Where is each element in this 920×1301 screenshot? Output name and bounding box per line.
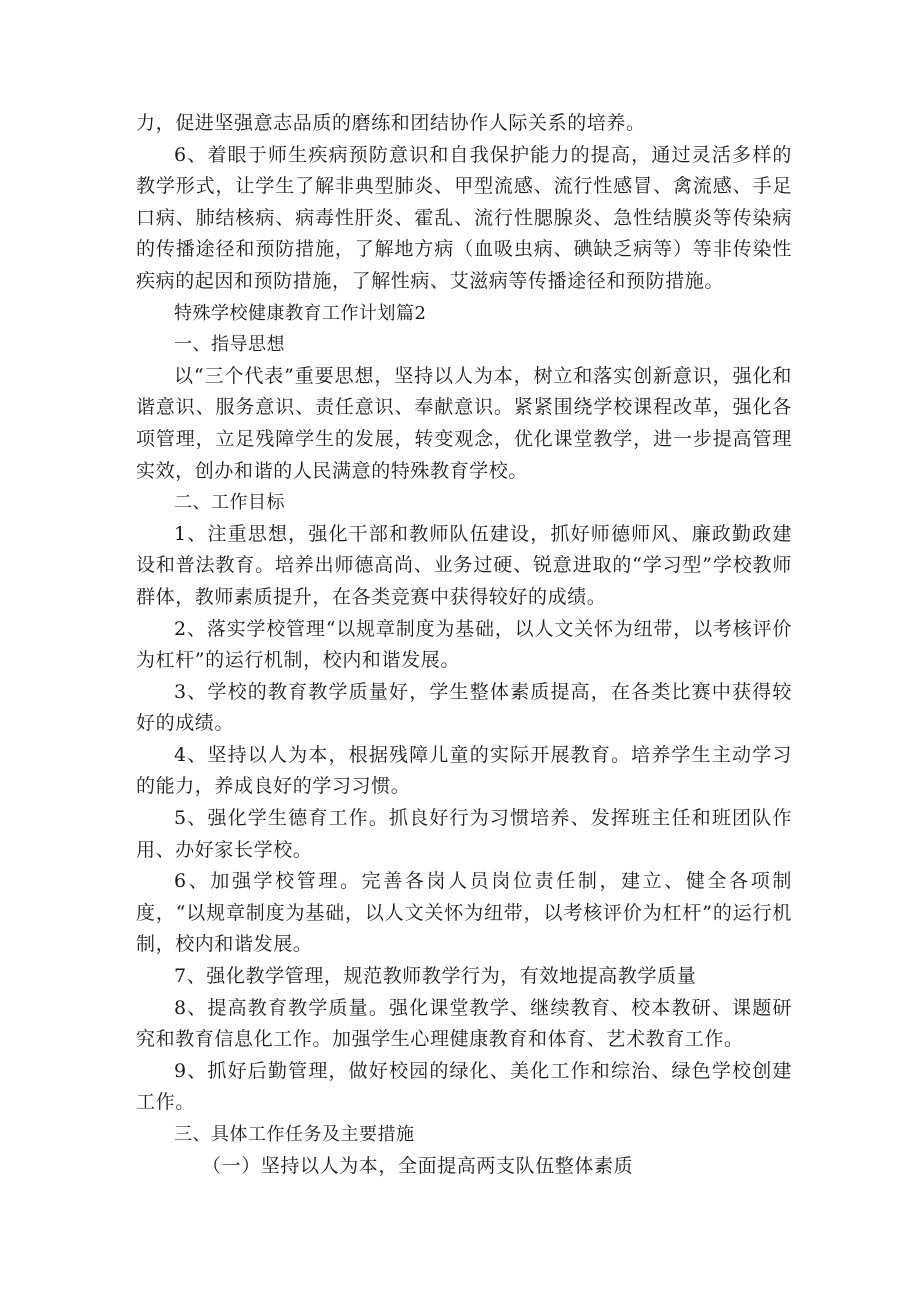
paragraph-goal-1: 1、注重思想，强化干部和教师队伍建设，抓好师德师风、廉政勤政建设和普法教育。培养出师德高尚、业务过硬、锐意进取的“学习型”学校教师群体，教师素质提升，在各类竞赛中获得较好的成绩。 bbox=[136, 522, 792, 608]
paragraph-goal-5: 5、强化学生德育工作。抓良好行为习惯培养、发挥班主任和班团队作用、办好家长学校。 bbox=[136, 807, 792, 861]
paragraph-goal-4: 4、坚持以人为本，根据残障儿童的实际开展教育。培养学生主动学习的能力，养成良好的学习习惯。 bbox=[136, 743, 792, 798]
section-title: 特殊学校健康教育工作计划篇2 bbox=[174, 302, 427, 324]
paragraph-goal-3: 3、学校的教育教学质量好，学生整体素质提高，在各类比赛中获得较好的成绩。 bbox=[136, 680, 792, 735]
sub-heading-1: （一）坚持以人为本，全面提高两支队伍整体素质 bbox=[202, 1154, 634, 1177]
paragraph-goal-6: 6、加强学校管理。完善各岗人员岗位责任制，建立、健全各项制度，“以规章制度为基础，以人文关怀为纽带，以考核评价为杠杆”的运行机制，校内和谐发展。 bbox=[136, 870, 792, 956]
paragraph-item-6-disease-prevention: 6、着眼于师生疾病预防意识和自我保护能力的提高，通过灵活多样的教学形式，让学生了解非典型肺炎、甲型流感、流行性感冒、禽流感、手足口病、肺结核病、病毒性肝炎、霍乱、流行性腮腺炎、急性结膜炎等传染病的传播途径和预防措施，了解地方病（血吸虫病、碘缺乏病等）等非传染性疾病的起因和预防措施，了解性病、艾滋病等传播途径和预防措施。 bbox=[136, 143, 792, 292]
paragraph-guiding-ideology: 以“三个代表”重要思想，坚持以人为本，树立和落实创新意识，强化和谐意识、服务意识、责任意识、奉献意识。紧紧围绕学校课程改革，强化各项管理，立足残障学生的发展，转变观念，优化课堂教学，进一步提高管理实效，创办和谐的人民满意的特殊教育学校。 bbox=[136, 364, 792, 482]
heading-work-goals: 二、工作目标 bbox=[174, 492, 285, 514]
heading-guiding-ideology: 一、指导思想 bbox=[174, 334, 285, 356]
paragraph-goal-2: 2、落实学校管理“以规章制度为基础，以人文关怀为纽带，以考核评价为杠杆”的运行机制，校内和谐发展。 bbox=[136, 617, 792, 672]
heading-tasks-and-measures: 三、具体工作任务及主要措施 bbox=[174, 1124, 415, 1145]
document-page bbox=[136, 108, 792, 1182]
paragraph-goal-8: 8、提高教育教学质量。强化课堂教学、继续教育、校本教研、课题研究和教育信息化工作。加强学生心理健康教育和体育、艺术教育工作。 bbox=[136, 996, 792, 1051]
paragraph-goal-9: 9、抓好后勤管理，做好校园的绿化、美化工作和综治、绿色学校创建工作。 bbox=[136, 1059, 792, 1114]
paragraph-goal-7: 7、强化教学管理，规范教师教学行为，有效地提高教学质量 bbox=[174, 965, 697, 988]
paragraph-continuation: 力，促进坚强意志品质的磨练和团结协作人际关系的培养。 bbox=[136, 112, 646, 134]
